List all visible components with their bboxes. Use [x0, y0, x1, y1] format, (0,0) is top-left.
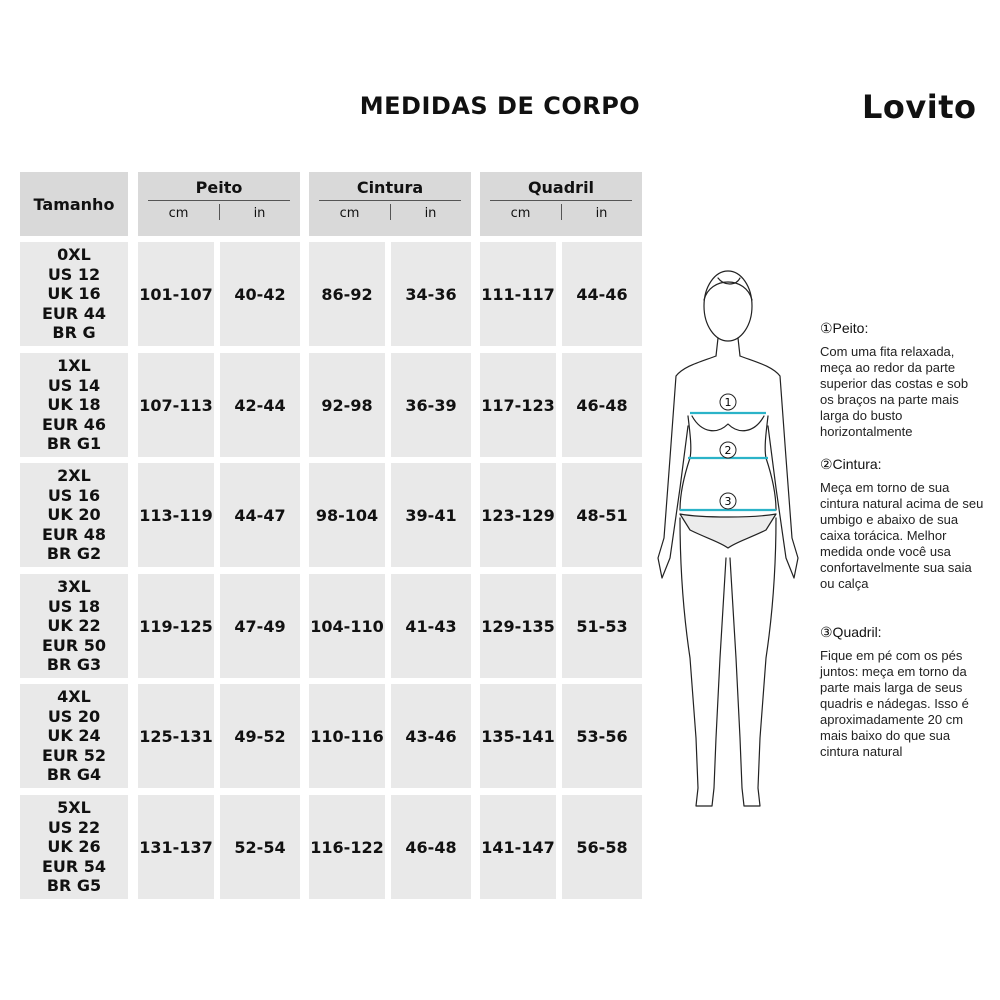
measurement-guides: [680, 394, 776, 510]
size-label-lines: [42, 356, 106, 454]
size-label-cell: [20, 353, 128, 457]
hip-cm-value: 123-129: [480, 463, 556, 567]
size-label-line: US 18: [47, 596, 101, 616]
page-title: MEDIDAS DE CORPO: [359, 92, 641, 120]
size-label-line: 5XL: [57, 798, 91, 818]
size-label-line: EUR 54: [41, 856, 107, 876]
hip-note-text: Fique em pé com os pés juntos: meça em torno da parte mais larga de seus quadris e nádegas. Isso é aproximadamente 20 cm mais baixo do que sua cintura natural: [820, 648, 969, 759]
size-label-line: UK 16: [47, 284, 101, 304]
chest-cm-value: 101-107: [138, 242, 214, 346]
size-label-line: UK 26: [47, 837, 101, 857]
waist-unit-in: in: [424, 206, 437, 221]
size-label-line: EUR 48: [41, 524, 107, 544]
waist-in-value: 41-43: [391, 574, 471, 678]
header-rule: [490, 200, 632, 201]
size-label-line: EUR 46: [41, 414, 107, 434]
chest-cm-value: 107-113: [138, 353, 214, 457]
chest-in-value: 49-52: [220, 684, 300, 788]
size-label-line: BR G4: [46, 765, 102, 785]
hip-in-value: 44-46: [562, 242, 642, 346]
size-label-cell: [20, 684, 128, 788]
chest-cm-value: 131-137: [138, 795, 214, 899]
size-label-lines: [42, 466, 106, 564]
hip-in-value: 56-58: [562, 795, 642, 899]
header-rule: [319, 200, 461, 201]
size-label-cell: [20, 242, 128, 346]
size-label-line: UK 22: [47, 616, 101, 636]
waist-in-value: 43-46: [391, 684, 471, 788]
waist-in-value: 36-39: [391, 353, 471, 457]
hip-in-value: 51-53: [562, 574, 642, 678]
waist-note-text: Meça em torno de sua cintura natural acima de seu umbigo e abaixo de sua caixa torácica. Melhor medida onde você usa confortavelmente sua saia ou calça: [820, 480, 984, 591]
chest-cm-value: 119-125: [138, 574, 214, 678]
size-column-header: Tamanho: [20, 172, 128, 236]
waist-unit-cm: cm: [339, 206, 360, 221]
chest-cm-value: 113-119: [138, 463, 214, 567]
chest-in-value: 52-54: [220, 795, 300, 899]
hip-unit-cm: cm: [510, 206, 531, 221]
chest-header-label: Peito: [195, 178, 243, 197]
size-label-line: BR G2: [46, 544, 102, 564]
size-label-line: 2XL: [57, 466, 91, 486]
size-label-line: UK 18: [47, 395, 101, 415]
header-rule: [148, 200, 290, 201]
size-label-line: UK 24: [47, 726, 101, 746]
hip-cm-value: 111-117: [480, 242, 556, 346]
waist-note-heading: ②Cintura:: [820, 456, 882, 472]
chest-in-value: 44-47: [220, 463, 300, 567]
size-label-line: US 12: [47, 264, 101, 284]
waist-cm-value: 86-92: [309, 242, 385, 346]
size-label-line: US 22: [47, 817, 101, 837]
hip-marker-label: 3: [724, 495, 732, 508]
chest-cm-value: 125-131: [138, 684, 214, 788]
size-label-line: 4XL: [57, 687, 91, 707]
hip-header: [480, 172, 642, 236]
chest-in-value: 47-49: [220, 574, 300, 678]
waist-note: [820, 456, 985, 592]
size-label-lines: [42, 798, 106, 896]
size-label-line: EUR 50: [41, 635, 107, 655]
chest-marker-label: 1: [724, 396, 732, 409]
waist-header-label: Cintura: [356, 178, 424, 197]
waist-cm-value: 110-116: [309, 684, 385, 788]
hip-in-value: 46-48: [562, 353, 642, 457]
hip-in-value: 48-51: [562, 463, 642, 567]
chest-unit-cm: cm: [168, 206, 189, 221]
size-label-line: US 14: [47, 375, 101, 395]
size-label-line: 0XL: [57, 245, 91, 265]
size-label-line: BR G: [52, 323, 96, 343]
size-label-line: EUR 44: [41, 303, 107, 323]
size-label-line: BR G3: [46, 655, 102, 675]
size-label-line: BR G5: [46, 876, 102, 896]
chest-note-heading: ①Peito:: [820, 320, 869, 336]
size-label-line: EUR 52: [41, 745, 107, 765]
hip-cm-value: 129-135: [480, 574, 556, 678]
hip-cm-value: 141-147: [480, 795, 556, 899]
hip-note: [820, 624, 985, 760]
body-figure-illustration: [640, 258, 816, 814]
size-label-lines: [42, 687, 106, 785]
size-label-line: 3XL: [57, 577, 91, 597]
waist-in-value: 34-36: [391, 242, 471, 346]
chest-in-value: 40-42: [220, 242, 300, 346]
hip-in-value: 53-56: [562, 684, 642, 788]
waist-marker-label: 2: [724, 444, 732, 457]
hip-header-label: Quadril: [527, 178, 595, 197]
chest-header: [138, 172, 300, 236]
chest-unit-in: in: [253, 206, 266, 221]
size-label-line: US 20: [47, 706, 101, 726]
size-label-line: UK 20: [47, 505, 101, 525]
size-label-lines: [42, 577, 106, 675]
waist-cm-value: 98-104: [309, 463, 385, 567]
hip-cm-value: 135-141: [480, 684, 556, 788]
size-label-cell: [20, 795, 128, 899]
hip-cm-value: 117-123: [480, 353, 556, 457]
waist-cm-value: 104-110: [309, 574, 385, 678]
body-outline: [658, 271, 798, 806]
waist-cm-value: 92-98: [309, 353, 385, 457]
hip-unit-in: in: [595, 206, 608, 221]
size-label-cell: [20, 463, 128, 567]
chest-in-value: 42-44: [220, 353, 300, 457]
waist-in-value: 39-41: [391, 463, 471, 567]
brand-logo: Lovito: [862, 88, 977, 126]
hip-note-heading: ③Quadril:: [820, 624, 882, 640]
size-label-lines: [42, 245, 106, 343]
size-label-line: US 16: [47, 485, 101, 505]
size-label-line: 1XL: [57, 356, 91, 376]
size-label-line: BR G1: [46, 434, 102, 454]
waist-in-value: 46-48: [391, 795, 471, 899]
waist-header: [309, 172, 471, 236]
chest-note-text: Com uma fita relaxada, meça ao redor da parte superior das costas e sob os braços na parte mais larga do busto horizontalmente: [820, 344, 969, 439]
chest-note: [820, 320, 985, 440]
size-label-cell: [20, 574, 128, 678]
waist-cm-value: 116-122: [309, 795, 385, 899]
